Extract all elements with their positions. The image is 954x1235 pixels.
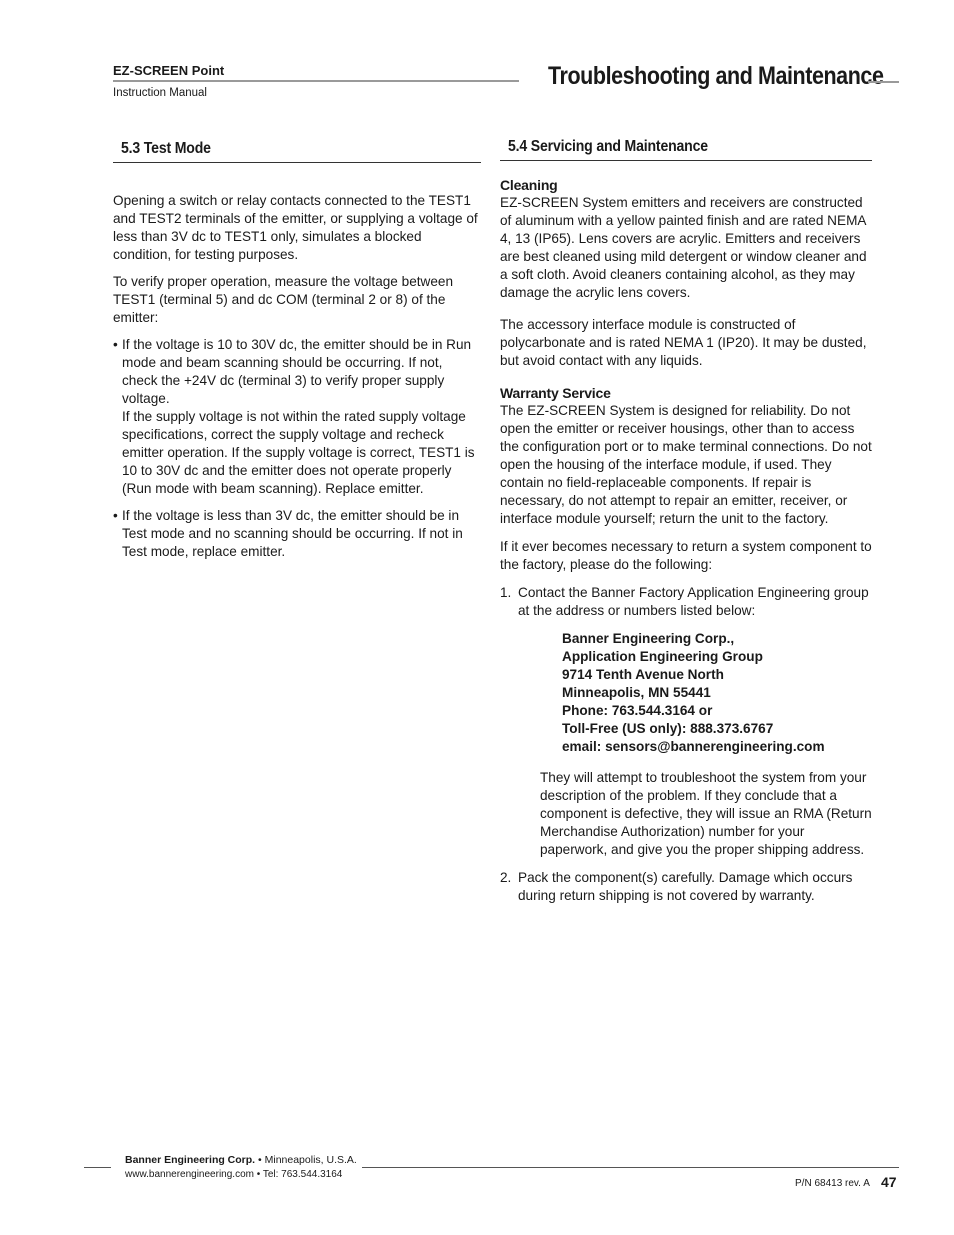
- header-rule-right: [868, 81, 899, 83]
- cleaning-paragraph: EZ-SCREEN System emitters and receivers are constructed of aluminum with a yellow painted finish and are rated NEMA 4, 13 (IP65). Lens covers are acrylic. Emitters and receivers are best cleaned using mild detergent or window cleaner and a soft cloth. Avoid cleaners containing alcohol, as they may damage the acrylic lens covers.: [500, 195, 867, 300]
- warranty-heading: Warranty Service: [500, 385, 611, 401]
- footer-rule-right: [362, 1167, 899, 1168]
- section-heading-test-mode: 5.3 Test Mode: [113, 140, 481, 163]
- step-number: 2.: [500, 870, 512, 885]
- phone-line: Phone: 763.544.3164 or: [562, 703, 713, 718]
- company-location: • Minneapolis, U.S.A.: [255, 1154, 357, 1166]
- test-mode-verify: To verify proper operation, measure the voltage between TEST1 (terminal 5) and dc COM (terminal 2 or 8) of the emitter:: [113, 274, 454, 325]
- footer-company: [125, 1154, 357, 1166]
- bullet-text: If the supply voltage is not within the rated supply voltage specifications, correct the supply voltage and recheck emitter operation. If the supply voltage is correct, TEST1 is 10 to 30V dc and the emitter does not operate properly (Run mode with beam scanning). Replace emitter.: [122, 409, 475, 496]
- footer-contact: www.bannerengineering.com • Tel: 763.544.3164: [125, 1169, 343, 1180]
- address-line: Application Engineering Group: [562, 649, 763, 664]
- step-followup: They will attempt to troubleshoot the system from your description of the problem. If they conclude that a component is defective, they will issue an RMA (Return Merchandise Authorization) number for your paperwork, and give you the proper shipping address.: [540, 770, 872, 857]
- page-title: Troubleshooting and Maintenance: [548, 62, 884, 90]
- address-line: Banner Engineering Corp.,: [562, 631, 735, 646]
- return-instructions: If it ever becomes necessary to return a system component to the factory, please do the following:: [500, 539, 872, 572]
- list-item: [113, 336, 481, 498]
- cleaning-heading: Cleaning: [500, 177, 558, 193]
- list-item: [500, 584, 872, 859]
- test-mode-intro: Opening a switch or relay contacts connected to the TEST1 and TEST2 terminals of the emitter, or supplying a voltage of less than 3V dc to TEST1 only, simulates a blocked condition, for testing purposes.: [113, 193, 478, 262]
- section-heading-servicing: 5.4 Servicing and Maintenance: [500, 138, 872, 161]
- product-name: EZ-SCREEN Point: [113, 63, 225, 78]
- bullet-mark: •: [113, 337, 118, 352]
- list-item: [113, 507, 481, 561]
- toll-free-line: Toll-Free (US only): 888.373.6767: [562, 721, 774, 736]
- bullet-text: If the voltage is less than 3V dc, the emitter should be in Test mode and no scanning should be occurring. If not in Test mode, replace emitter.: [122, 508, 463, 559]
- step-text: Contact the Banner Factory Application Engineering group at the address or numbers listed below:: [518, 585, 869, 618]
- header-rule-left: [113, 80, 519, 82]
- warranty-paragraph: The EZ-SCREEN System is designed for reliability. Do not open the emitter or receiver housings, other than to access the configuration port or to make terminal connections. Do not open the housing of the interface module, if used. They contain no field-replaceable components. If repair is necessary, do not attempt to repair an emitter, receiver, or interface module yourself; return the unit to the factory.: [500, 403, 872, 526]
- step-number: 1.: [500, 585, 512, 600]
- return-steps: [500, 584, 872, 905]
- contact-address: [562, 630, 872, 756]
- bullet-text: If the voltage is 10 to 30V dc, the emitter should be in Run mode and beam scanning should be occurring. If not, check the +24V dc (terminal 3) to verify proper supply voltage.: [122, 337, 472, 406]
- list-item: [500, 869, 872, 905]
- right-column: [500, 140, 872, 905]
- email-line: email: sensors@bannerengineering.com: [562, 739, 825, 754]
- footer-rule-left: [84, 1167, 111, 1168]
- interface-module-paragraph: The accessory interface module is constructed of polycarbonate and is rated NEMA 1 (IP20). It may be dusted, but avoid contact with any liquids.: [500, 317, 867, 368]
- part-number: P/N 68413 rev. A: [795, 1178, 870, 1189]
- company-name: Banner Engineering Corp.: [125, 1154, 256, 1166]
- page-number: 47: [881, 1174, 897, 1190]
- left-column: [113, 140, 481, 561]
- bullet-mark: •: [113, 508, 118, 523]
- document-subtitle: Instruction Manual: [113, 87, 207, 99]
- address-line: 9714 Tenth Avenue North: [562, 667, 724, 682]
- test-mode-bullets: [113, 336, 481, 561]
- step-text: Pack the component(s) carefully. Damage which occurs during return shipping is not covered by warranty.: [518, 870, 853, 903]
- address-line: Minneapolis, MN 55441: [562, 685, 711, 700]
